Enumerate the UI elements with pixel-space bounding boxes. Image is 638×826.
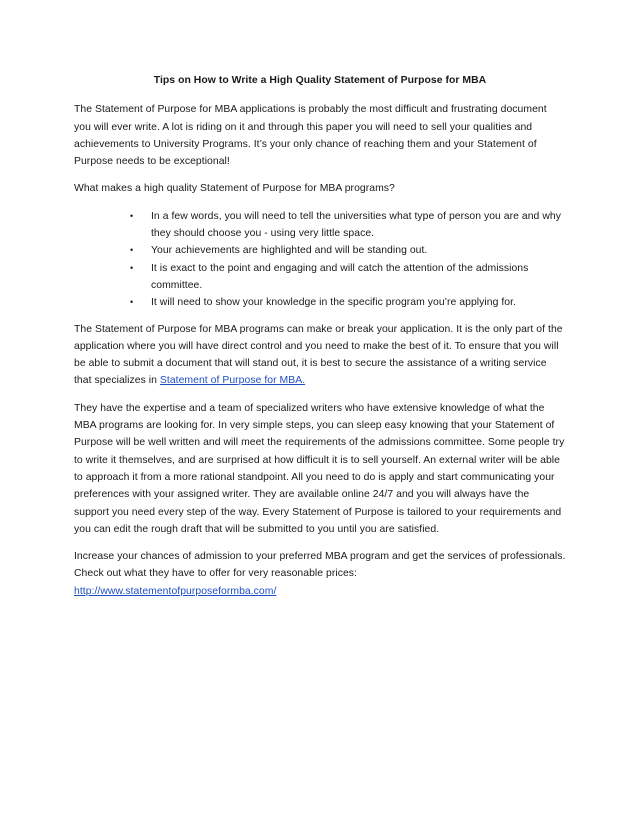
bullet-item bbox=[74, 208, 566, 243]
closing-paragraph-text: Increase your chances of admission to your preferred MBA program and get the services of professionals. Check out what they have to offer for very reasonable prices: bbox=[74, 551, 566, 580]
bullet-text: Your achievements are highlighted and will be standing out. bbox=[151, 245, 428, 257]
statement-of-purpose-link[interactable]: Statement of Purpose for MBA. bbox=[159, 375, 306, 387]
assistance-paragraph bbox=[74, 321, 566, 390]
closing-paragraph bbox=[74, 548, 566, 600]
bullet-item bbox=[74, 242, 566, 259]
bullet-icon: • bbox=[130, 210, 134, 221]
bullet-text: In a few words, you will need to tell the universities what type of person you are and why they should choose you - using very little space. bbox=[151, 210, 561, 240]
bullet-text: It will need to show your knowledge in the specific program you’re applying for. bbox=[151, 297, 516, 309]
expertise-paragraph: They have the expertise and a team of specialized writers who have extensive knowledge of what the MBA programs are looking for. In very simple steps, you can sleep easy knowing that your Statement of Purpose will be well written and will meet the requirements of the admissions committee. Some people try to write it themselves, and are surprised at how difficult it is to sell yourself. An external writer will be able to approach it from a more rational standpoint. All you need to do is apply and start communicating your preferences with your assigned writer. They are available online 24/7 and you will always have the support you need every step of the way. Every Statement of Purpose is tailored to your requirements and you can edit the rough draft that will be submitted to you until you are satisfied. bbox=[74, 402, 565, 535]
bullet-item bbox=[74, 260, 566, 295]
assistance-paragraph-text: The Statement of Purpose for MBA programs can make or break your application. It is the only part of the application where you will have direct control and you need to make the best of it. To ensure that you will be able to submit a document that will stand out, it is best to secure the assistance of a writing service that specializes in bbox=[74, 323, 563, 387]
website-link[interactable]: http://www.statementofpurposeformba.com/ bbox=[74, 585, 277, 597]
bullet-text: It is exact to the point and engaging and will catch the attention of the admissions committee. bbox=[151, 262, 529, 291]
bullet-icon: • bbox=[130, 262, 134, 273]
document-title: Tips on How to Write a High Quality Statement of Purpose for MBA bbox=[153, 75, 487, 86]
bullet-item bbox=[74, 294, 566, 311]
document-page bbox=[74, 72, 566, 610]
bullet-icon: • bbox=[130, 245, 134, 256]
bullet-icon: • bbox=[130, 297, 134, 308]
bullet-list bbox=[74, 208, 566, 312]
intro-paragraph: The Statement of Purpose for MBA applications is probably the most difficult and frustrating document you will ever write. A lot is riding on it and through this paper you will need to sell your qualities and achievements to University Programs. It’s your only chance of reaching them and your Statement of Purpose needs to be exceptional! bbox=[74, 104, 547, 168]
question-paragraph: What makes a high quality Statement of Purpose for MBA programs? bbox=[74, 183, 395, 195]
